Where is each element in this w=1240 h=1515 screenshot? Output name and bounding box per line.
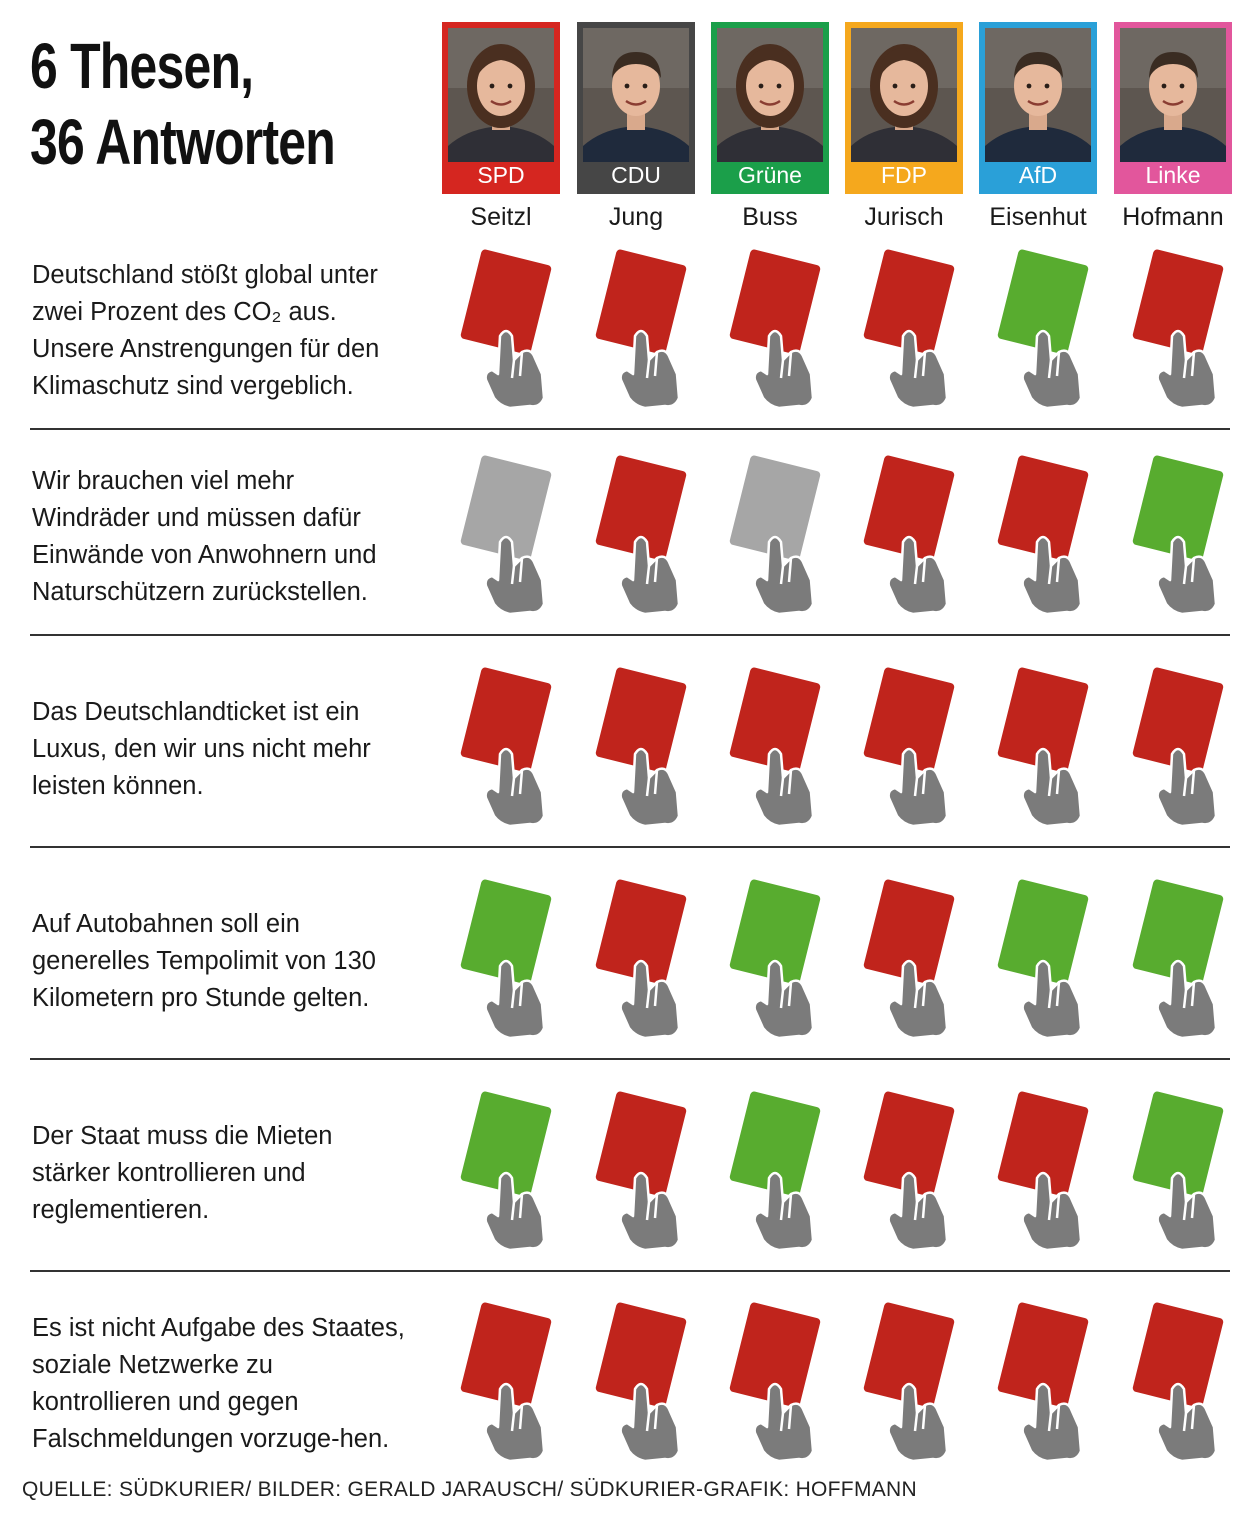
candidate-photo-frame [577,22,695,194]
vote-card-red [1128,248,1228,418]
vote-card-red [859,878,959,1048]
vote-card-red [1128,666,1228,836]
thesis-row [0,1072,1240,1282]
vote-card-green [1128,1090,1228,1260]
thesis-statement: Es ist nicht Aufgabe des Staates, soziale Netzwerke zu kontrollieren und gegen Falschmeldungen vorzuge-hen. [32,1314,405,1453]
vote-card-red [591,666,691,836]
vote-card-red [591,878,691,1048]
vote-card-red [859,666,959,836]
title-line-1: 6 Thesen, [30,30,254,102]
vote-card-green [456,878,556,1048]
source-credit: QUELLE: SÜDKURIER/ BILDER: GERALD JARAUSCH/ SÜDKURIER-GRAFIK: HOFFMANN [22,1478,917,1501]
thesis-statement: Deutschland stößt global unter zwei Prozent des CO₂ aus. Unsere Anstrengungen für den Klimaschutz sind vergeblich. [32,261,380,400]
vote-card-red [456,1301,556,1471]
thesis-row [0,860,1240,1070]
portrait-woman-icon [717,28,823,162]
vote-card-green [1128,454,1228,624]
vote-card-gray [456,454,556,624]
candidate-photo-frame [845,22,963,194]
vote-card-red [859,1090,959,1260]
row-divider [30,1058,1230,1060]
candidate-name: Eisenhut [989,203,1087,231]
vote-card-red [591,1090,691,1260]
thesis-row [0,230,1240,440]
vote-card-red [591,454,691,624]
candidate-name: Buss [742,203,798,231]
vote-card-green [725,1090,825,1260]
vote-card-red [725,1301,825,1471]
candidate-photo-frame [711,22,829,194]
row-divider [30,1270,1230,1272]
party-label: FDP [851,162,957,188]
vote-card-red [993,1301,1093,1471]
vote-card-gray [725,454,825,624]
candidate-name: Jung [608,203,664,231]
thesis-statement: Auf Autobahnen soll ein generelles Tempolimit von 130 Kilometern pro Stunde gelten. [32,910,376,1012]
vote-card-green [725,878,825,1048]
candidate-header [442,22,1238,242]
vote-card-red [725,248,825,418]
vote-card-red [456,666,556,836]
candidate-5 [979,22,1097,234]
vote-card-red [456,248,556,418]
candidate-2 [577,22,695,234]
candidate-photo-frame [442,22,560,194]
vote-card-red [859,1301,959,1471]
candidate-name: Jurisch [864,203,944,231]
vote-card-red [725,666,825,836]
thesis-row [0,436,1240,646]
title-line-2: 36 Antworten [30,106,335,178]
candidate-photo-frame [1114,22,1232,194]
vote-card-green [993,248,1093,418]
thesis-statement: Der Staat muss die Mieten stärker kontrollieren und reglementieren. [32,1122,333,1224]
party-label: Grüne [717,162,823,188]
party-label: CDU [583,162,689,188]
candidate-name: Seitzl [470,203,532,231]
portrait-man-icon [1120,28,1226,162]
candidate-photo-frame [979,22,1097,194]
vote-card-red [993,1090,1093,1260]
row-divider [30,428,1230,430]
portrait-man-icon [985,28,1091,162]
portrait-woman-icon [851,28,957,162]
candidate-name: Hofmann [1122,203,1224,231]
vote-card-red [859,454,959,624]
thesis-statement: Das Deutschlandticket ist ein Luxus, den wir uns nicht mehr leisten können. [32,698,371,800]
vote-card-red [591,248,691,418]
vote-card-red [859,248,959,418]
party-label: AfD [985,162,1091,188]
vote-card-red [993,666,1093,836]
row-divider [30,634,1230,636]
portrait-woman-icon [448,28,554,162]
candidate-4 [845,22,963,234]
page-title [30,28,335,180]
vote-card-red [591,1301,691,1471]
vote-card-green [456,1090,556,1260]
vote-card-red [1128,1301,1228,1471]
vote-card-red [993,454,1093,624]
candidate-3 [711,22,829,234]
vote-card-green [993,878,1093,1048]
candidate-6 [1114,22,1232,234]
row-divider [30,846,1230,848]
thesis-statement: Wir brauchen viel mehr Windräder und müssen dafür Einwände von Anwohnern und Naturschützern zurückstellen. [32,467,377,606]
portrait-man-icon [583,28,689,162]
thesis-row [0,1283,1240,1493]
candidate-1 [442,22,560,234]
thesis-row [0,648,1240,858]
party-label: SPD [448,162,554,188]
vote-card-green [1128,878,1228,1048]
party-label: Linke [1120,162,1226,188]
